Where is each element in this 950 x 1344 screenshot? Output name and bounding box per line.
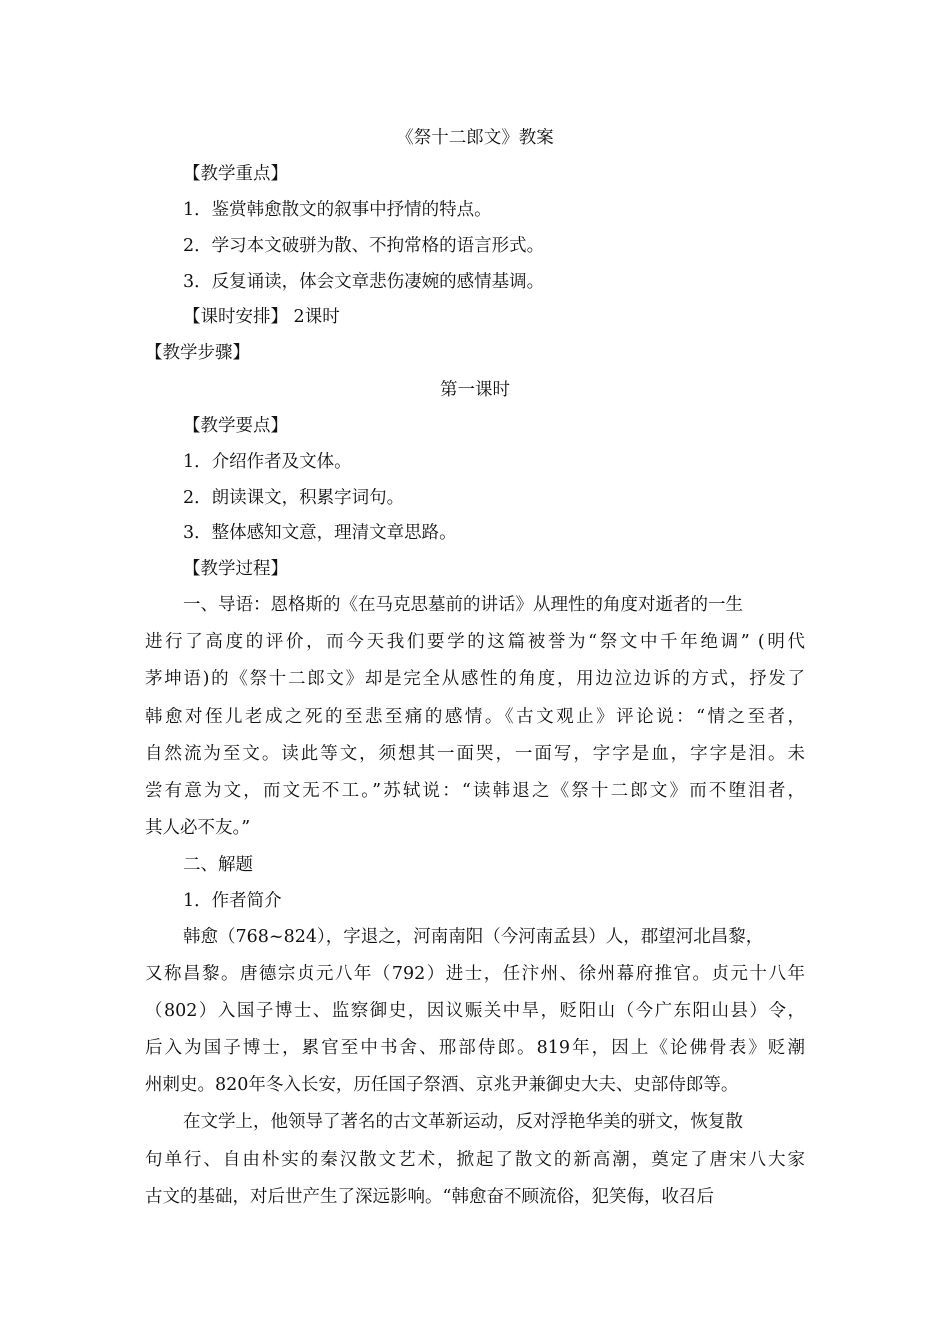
- author-paragraph-line: 又称昌黎。唐德宗贞元八年（792）进士，任汴州、徐州幕府推官。贞元十八年: [145, 964, 805, 984]
- point-item: 1．介绍作者及文体。: [183, 452, 352, 472]
- focus-item: 3．反复诵读，体会文章悲伤凄婉的感情基调。: [183, 272, 545, 292]
- author-paragraph-line: （802）入国子博士、监察御史，因议赈关中旱，贬阳山（今广东阳山县）令，: [145, 1001, 805, 1021]
- intro-paragraph-line: 韩愈对侄儿老成之死的至悲至痛的感情。《古文观止》评论说：“情之至者，: [145, 707, 805, 727]
- intro-paragraph-line: 进行了高度的评价，而今天我们要学的这篇被誉为“祭文中千年绝调” (明代: [145, 632, 805, 652]
- process-heading: 【教学过程】: [183, 559, 288, 579]
- intro-paragraph-line: 自然流为至文。读此等文，须想其一面哭，一面写，字字是血，字字是泪。未: [145, 744, 805, 764]
- steps-heading: 【教学步骤】: [145, 343, 250, 363]
- points-heading: 【教学要点】: [183, 416, 288, 436]
- document-title: 《祭十二郎文》教案: [396, 128, 554, 148]
- point-item: 2．朗读课文，积累字词句。: [183, 488, 405, 508]
- author-heading: 1．作者简介: [183, 891, 282, 911]
- focus-item: 1．鉴赏韩愈散文的叙事中抒情的特点。: [183, 200, 492, 220]
- intro-paragraph-line: 尝有意为文，而文无不工。”苏轼说：“读韩退之《祭十二郎文》而不堕泪者，: [145, 781, 805, 801]
- intro-paragraph-line: 茅坤语)的《祭十二郎文》却是完全从感性的角度，用边泣边诉的方式，抒发了: [145, 669, 805, 689]
- focus-heading: 【教学重点】: [183, 164, 288, 184]
- schedule-line: 【课时安排】 2课时: [183, 307, 340, 327]
- literature-paragraph-line: 句单行、自由朴实的秦汉散文艺术，掀起了散文的新高潮，奠定了唐宋八大家: [145, 1150, 805, 1170]
- author-paragraph-line: 州刺史。820年冬入长安，历任国子祭酒、京兆尹兼御史大夫、史部侍郎等。: [145, 1075, 739, 1095]
- lesson-title: 第一课时: [440, 380, 510, 400]
- literature-paragraph-line: 古文的基础，对后世产生了深远影响。“韩愈奋不顾流俗，犯笑侮，收召后: [145, 1187, 714, 1207]
- author-paragraph-line: 后入为国子博士，累官至中书舍、邢部侍郎。819年，因上《论佛骨表》贬潮: [145, 1038, 805, 1058]
- focus-item: 2．学习本文破骈为散、不拘常格的语言形式。: [183, 236, 545, 256]
- literature-paragraph-line: 在文学上，他领导了著名的古文革新运动，反对浮艳华美的骈文，恢复散: [183, 1112, 743, 1132]
- intro-paragraph-line: 一、导语：恩格斯的《在马克思墓前的讲话》从理性的角度对逝者的一生: [183, 595, 743, 615]
- author-paragraph-line: 韩愈（768~824），字退之，河南南阳（今河南孟县）人，郡望河北昌黎，: [183, 927, 764, 947]
- point-item: 3．整体感知文意，理清文章思路。: [183, 523, 457, 543]
- explain-heading: 二、解题: [183, 855, 253, 875]
- intro-paragraph-line: 其人必不友。”: [145, 818, 251, 838]
